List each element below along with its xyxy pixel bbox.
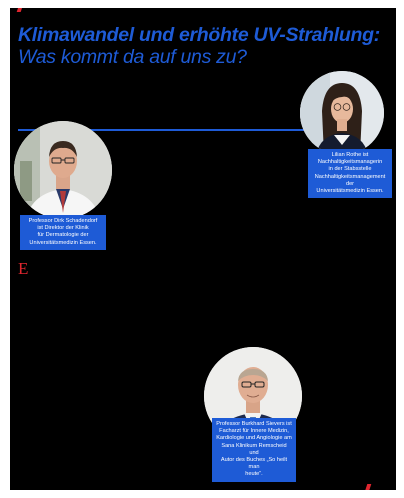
title-line-2: Was kommt da auf uns zu? <box>18 46 247 68</box>
article-page <box>10 8 396 490</box>
caption-lilian-rothe <box>308 149 392 198</box>
drop-cap: E <box>18 259 29 278</box>
caption-line: Kardiologie und Angiologie am <box>216 435 292 442</box>
caption-line: Autor des Buches „So heilt man <box>220 457 288 471</box>
caption-line: für Dermatologie der <box>37 232 89 239</box>
caption-line: Professor Dirk Schadendorf <box>28 218 98 224</box>
caption-line: Sana Klinikum Remscheid und <box>221 442 287 456</box>
portrait-photo <box>14 121 112 219</box>
caption-line: heute“. <box>245 471 263 478</box>
corner-mark-top <box>17 8 24 12</box>
caption-line: Facharzt für Innere Medizin, <box>219 428 289 435</box>
article-title <box>18 24 388 68</box>
caption-line: in der Stabsstelle <box>328 166 372 173</box>
caption-line: Nachhaltigkeitsmanagement der <box>314 173 386 187</box>
caption-line: Nachhaltigkeitsmanagerin <box>317 159 383 166</box>
caption-line: ist Direktor der Klinik <box>37 225 89 232</box>
portrait-photo <box>300 71 384 155</box>
caption-line: Lilian Rothe ist <box>331 152 369 158</box>
caption-burkhard-sievers <box>212 418 296 482</box>
corner-mark-bottom <box>365 484 372 490</box>
caption-line: Universitätsmedizin Essen. <box>29 239 97 246</box>
portrait-lilian-rothe <box>300 71 384 155</box>
caption-line: Professor Burkhard Sievers ist <box>216 421 292 427</box>
caption-dirk-schadendorf <box>20 215 106 250</box>
title-line-1: Klimawandel und erhöhte UV-Strahlung: <box>18 24 380 46</box>
caption-line: Universitätsmedizin Essen. <box>316 188 384 195</box>
portrait-dirk-schadendorf <box>14 121 112 219</box>
